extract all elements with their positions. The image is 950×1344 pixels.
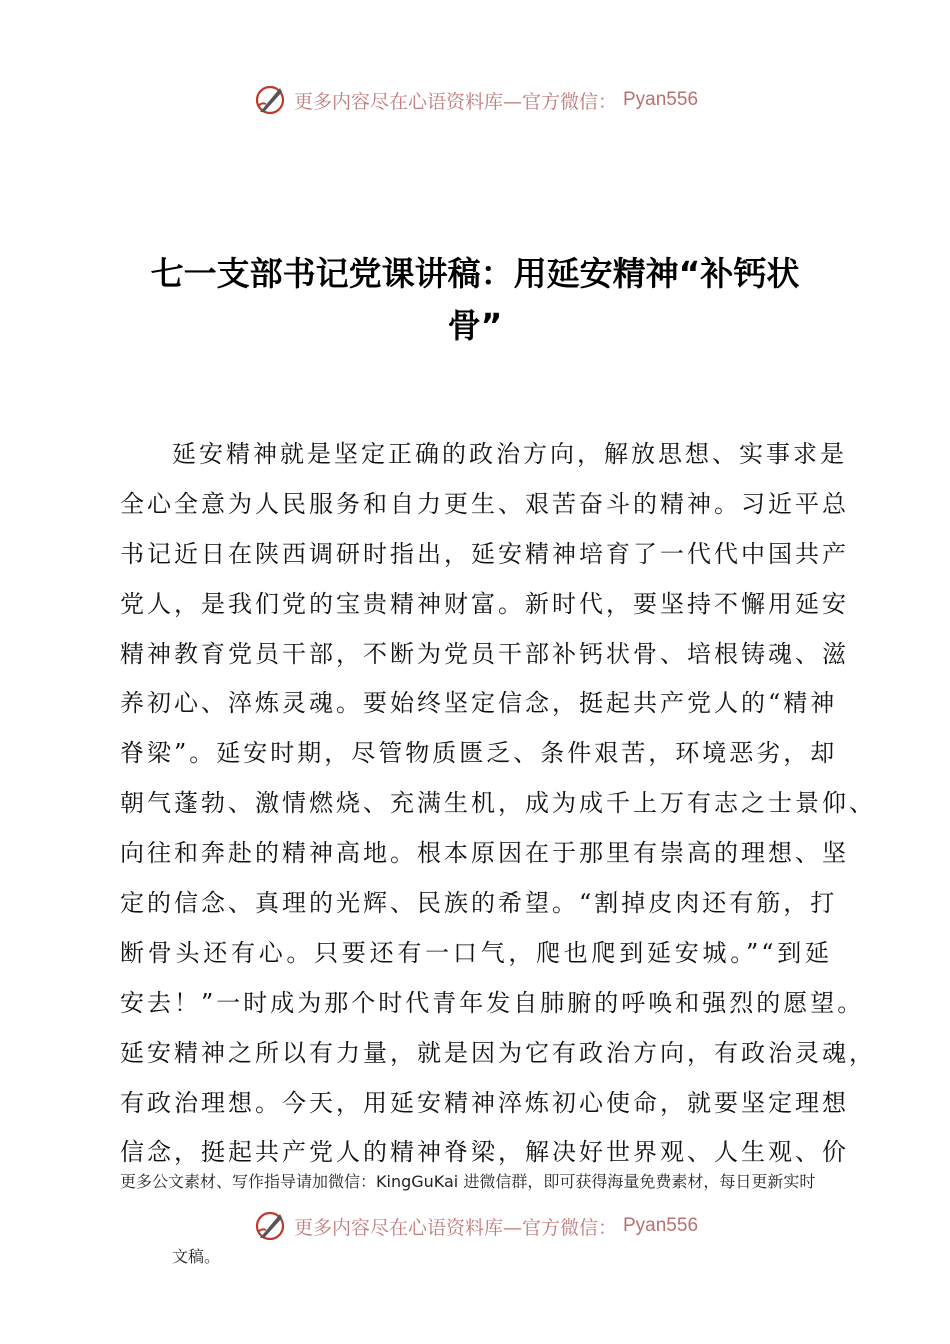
footer-note: 更多公文素材、写作指导请加微信：KingGuKai 进微信群，即可获得海量免费素材，每日更新实时 (120, 1172, 816, 1191)
body-line: 朝气蓬勃、激情燃烧、充满生机，成为成千上万有志之士景仰、 (120, 789, 876, 818)
body-paragraph (120, 430, 876, 1178)
body-line: 延安精神之所以有力量，就是因为它有政治方向，有政治灵魂， (120, 1038, 876, 1067)
watermark-text: 更多内容尽在心语资料库—官方微信： (293, 1216, 617, 1239)
quill-logo-icon (252, 82, 288, 118)
document-title (110, 248, 840, 352)
header-watermark (0, 82, 950, 118)
body-line: 向往和奔赴的精神高地。根本原因在于那里有崇高的理想、坚 (120, 839, 849, 868)
watermark-wechat-id: Pyan556 (623, 89, 699, 110)
body-line: 定的信念、真理的光辉、民族的希望。“割掉皮肉还有筋，打 (120, 889, 838, 918)
watermark-text: 更多内容尽在心语资料库—官方微信： (293, 90, 617, 113)
title-line-1: 七一支部书记党课讲稿：用延安精神“补钙状 (150, 254, 800, 293)
body-line: 安去！”一时成为那个时代青年发自肺腑的呼唤和强烈的愿望。 (120, 988, 865, 1017)
body-line: 断骨头还有心。只要还有一口气，爬也爬到延安城。”“到延 (120, 938, 832, 967)
body-line: 有政治理想。今天，用延安精神淬炼初心使命，就要坚定理想 (120, 1088, 849, 1117)
title-line-2: 骨” (447, 306, 503, 345)
watermark-wechat-id: Pyan556 (623, 1215, 699, 1236)
quill-logo-icon (252, 1208, 288, 1244)
body-line: 书记近日在陕西调研时指出，延安精神培育了一代代中国共产 (120, 539, 849, 568)
body-line: 全心全意为人民服务和自力更生、艰苦奋斗的精神。习近平总 (120, 489, 849, 518)
body-line: 党人，是我们党的宝贵精神财富。新时代，要坚持不懈用延安 (120, 589, 849, 618)
body-line: 脊梁”。延安时期，尽管物质匮乏、条件艰苦，环境恶劣，却 (120, 739, 838, 768)
body-line: 延安精神就是坚定正确的政治方向，解放思想、实事求是 (172, 440, 847, 468)
body-line: 信念，挺起共产党人的精神脊梁，解决好世界观、人生观、价 (120, 1138, 849, 1167)
footer-watermark (0, 1208, 950, 1244)
body-line: 精神教育党员干部，不断为党员干部补钙状骨、培根铸魂、滋 (120, 639, 849, 668)
footer-tail: 文稿。 (172, 1247, 221, 1266)
body-line: 养初心、淬炼灵魂。要始终坚定信念，挺起共产党人的“精神 (120, 689, 838, 718)
